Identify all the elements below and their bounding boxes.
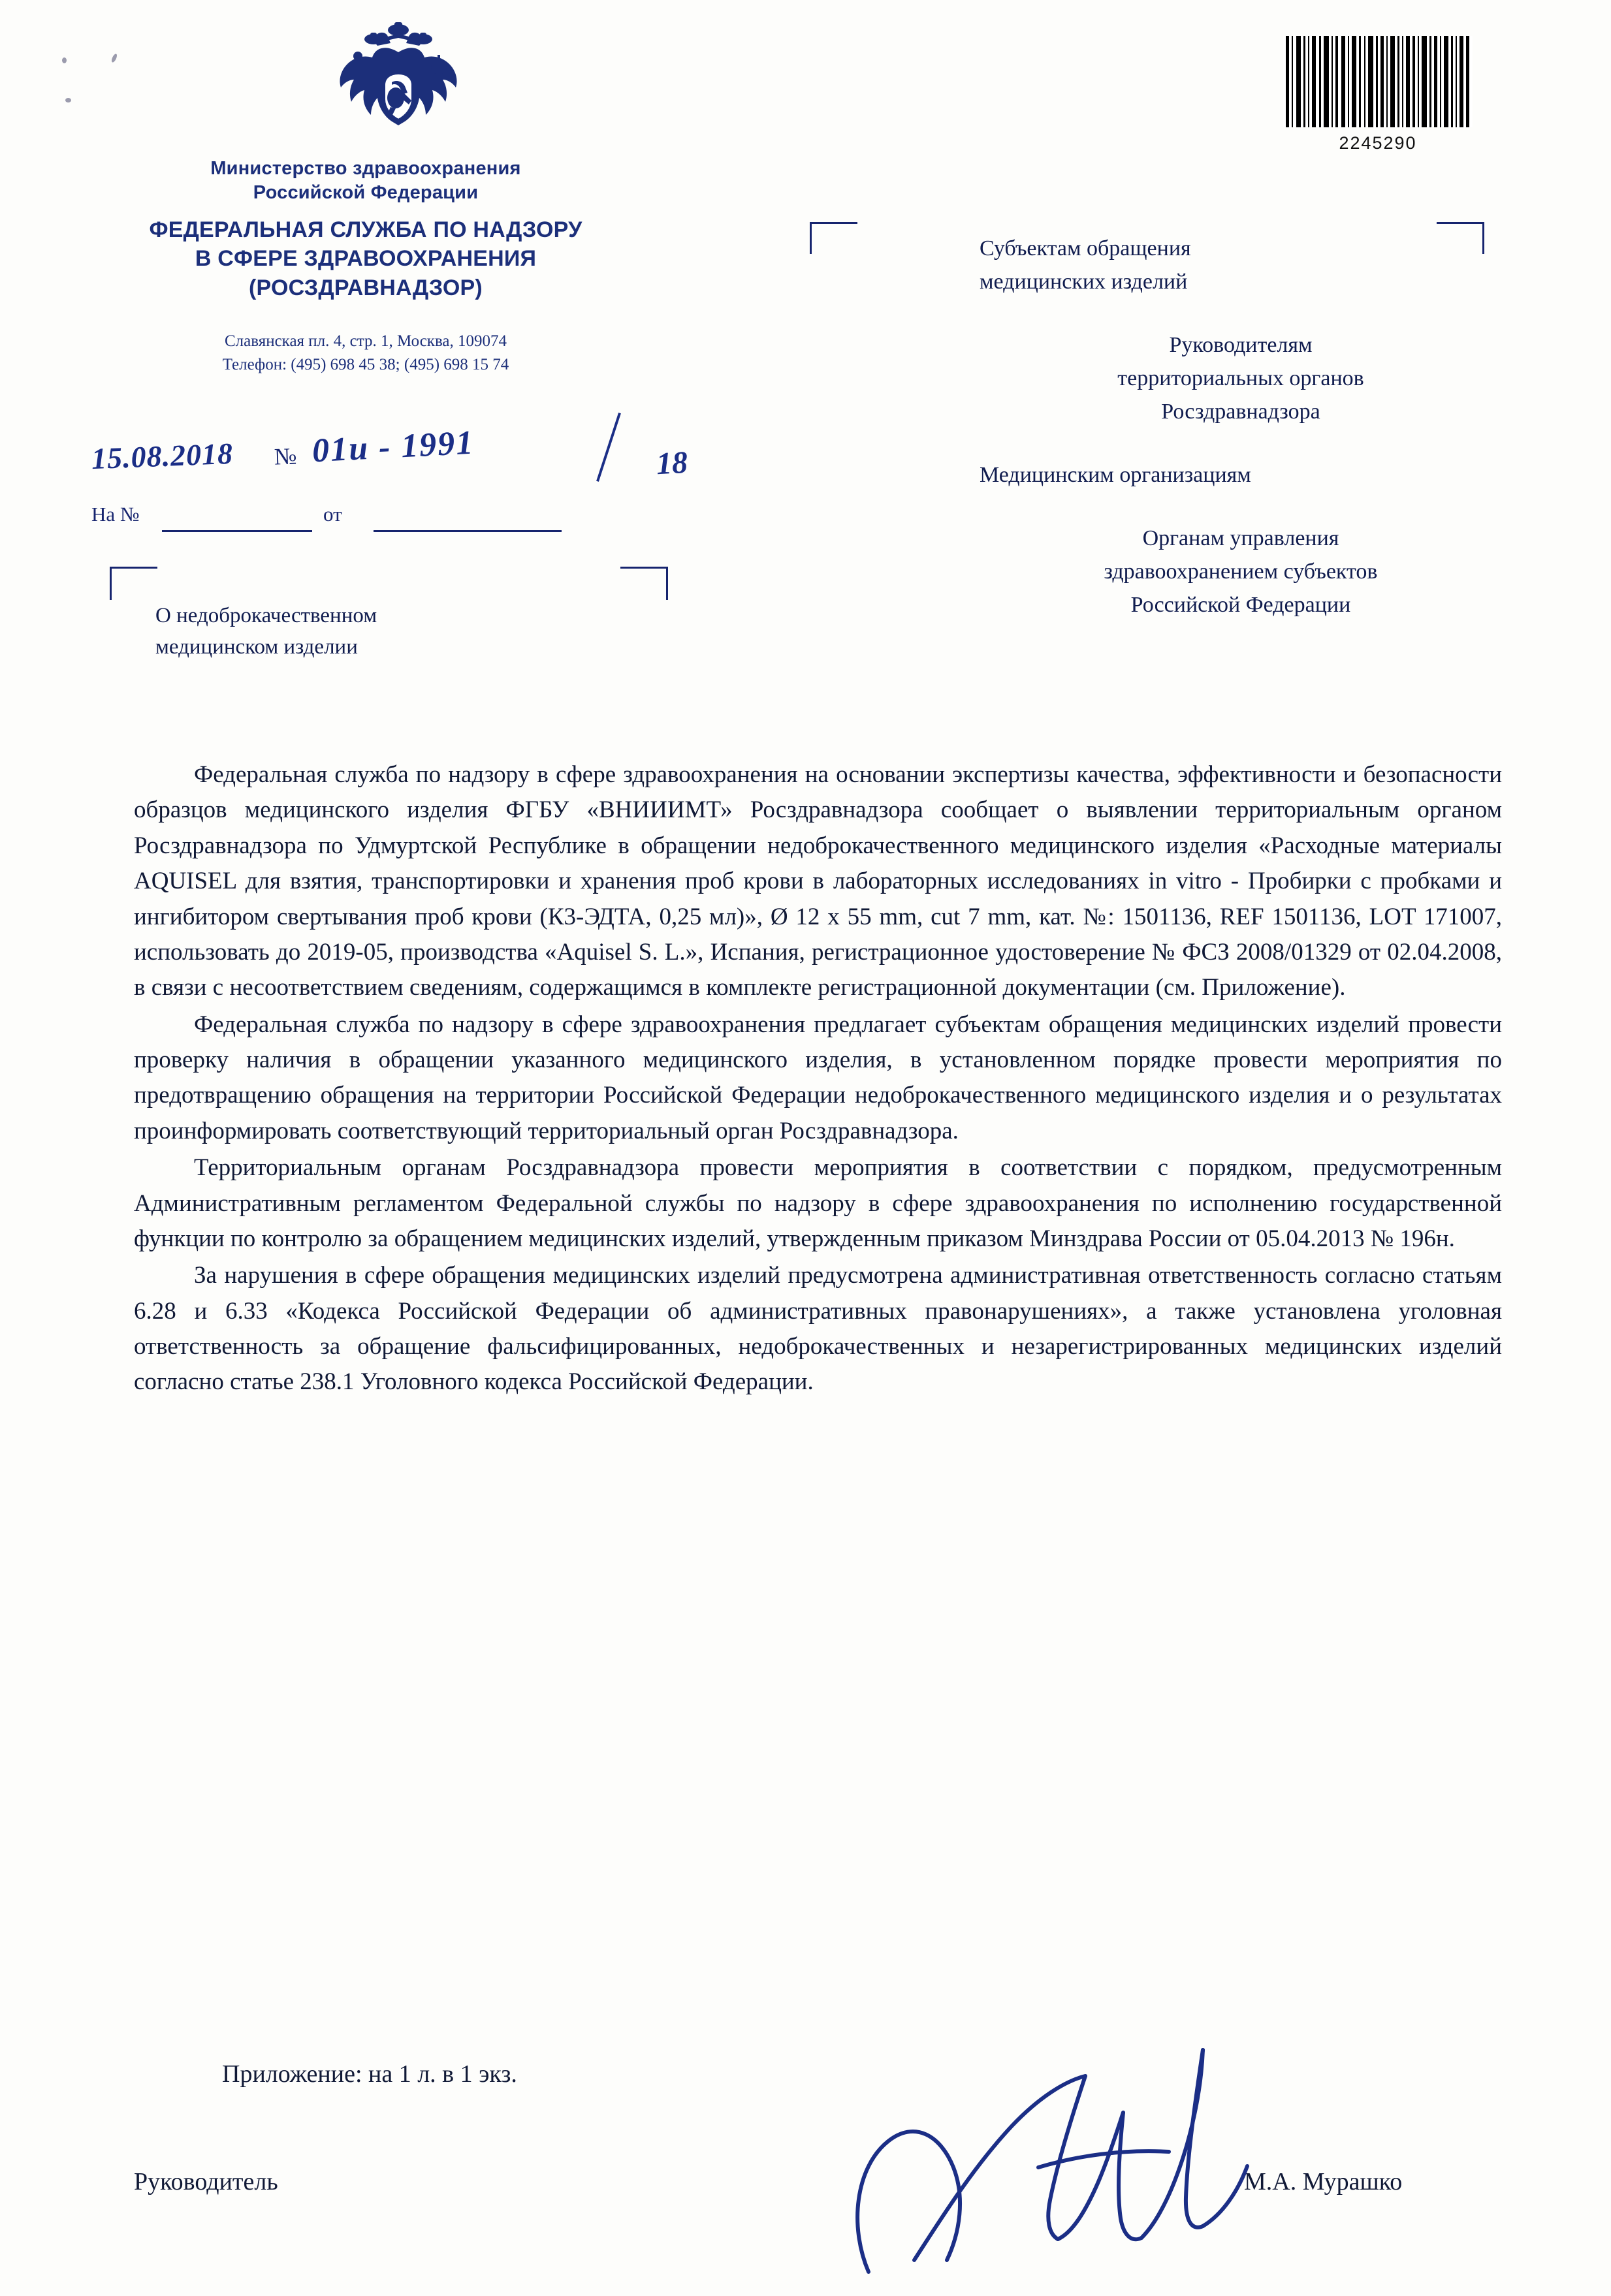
addressee-line: Руководителям [1169,333,1313,357]
body-paragraph: Территориальным органам Росздравнадзора провести мероприятия в соответствии с порядком, предусмотренным Административным регламентом Федеральной службы по надзору в сфере здравоохранения по исполнению государственной функции по контролю за обращением медицинских изделий, утвержденным приказом Минздрава России от 05.04.2013 № 196н. [134,1154,1502,1252]
ministry-line-1: Министерство здравоохранения [210,158,521,179]
addressee-block [934,232,1548,621]
addressee-group-1 [934,232,1548,298]
handwritten-signature [842,2004,1293,2285]
addressee-line: Росздравнадзора [1161,400,1320,424]
addressee-line: территориальных органов [1117,366,1364,390]
registration-slash [596,413,621,482]
addressee-group-3 [934,458,1548,492]
subject-block [155,601,652,663]
russian-coat-of-arms-icon [327,20,470,150]
body-paragraph: За нарушения в сфере обращения медицинских изделий предусмотрена административная ответственность согласно статьям 6.28 и 6.33 «Кодекса Российской Федерации об административных правонарушениях», а также установлена уголовная ответственность за обращение фальсифицированных, недоброкачественных и незарегистрированных медицинских изделий согласно статье 238.1 Уголовного кодекса Российской Федерации. [134,1262,1502,1396]
subject-bracket-top-right [620,567,668,600]
body-paragraph: Федеральная служба по надзору в сфере здравоохранения предлагает субъектам обращения медицинских изделий провести проверку наличия в обращении указанного медицинского изделия, в установленном порядке провести мероприятия по предотвращению обращения на территории Российской Федерации недоброкачественного медицинского изделия и о результатах проинформировать соответствующий территориальный орган Росздравнадзора. [134,1011,1502,1144]
barcode-icon [1283,36,1473,127]
incoming-date-rule [374,530,562,532]
incoming-number-label: На № [91,503,140,526]
incoming-number-rule [162,530,312,532]
letterhead [78,157,653,377]
ministry-line-2: Российской Федерации [253,182,479,204]
incoming-date-label: от [323,503,342,526]
scan-speck [62,57,67,63]
barcode [1283,36,1473,153]
subject-line-1: О недоброкачественном [155,604,377,627]
body-paragraph: Федеральная служба по надзору в сфере здравоохранения на основании экспертизы качества, эффективности и безопасности образцов медицинского изделия ФГБУ «ВНИИИМТ» Росздравнадзора сообщает о выявлении территориальным органом Росздравнадзора по Удмуртской Республике в обращении недоброкачественного медицинского изделия «Расходные материалы AQUISEL для взятия, транспортировки и хранения проб крови в лабораторных исследованиях in vitro - Пробирки с пробками и ингибитором свертывания проб крови (К3-ЭДТА, 0,25 мл)», Ø 12 x 55 mm, cut 7 mm, кат. №: 1501136, REF 1501136, LOT 171007, использовать до 2019-05, производства «Aquisel S. L.», Испания, регистрационное удостоверение № ФСЗ 2008/01329 от 02.04.2008, в связи с несоответствием сведениям, содержащимся в комплекте регистрационной документации (см. Приложение). [134,761,1502,1001]
office-phone: Телефон: (495) 698 45 38; (495) 698 15 74 [222,356,509,374]
addressee-group-4 [934,522,1548,621]
signer-title: Руководитель [134,2168,278,2195]
registration-number: 01и - 1991 [311,424,475,470]
attachment-note: Приложение: на 1 л. в 1 экз. [222,2060,517,2088]
service-line-1: ФЕДЕРАЛЬНАЯ СЛУЖБА ПО НАДЗОРУ [149,217,582,243]
service-line-2: В СФЕРЕ ЗДРАВООХРАНЕНИЯ [195,246,537,272]
office-address: Славянская пл. 4, стр. 1, Москва, 109074 [224,332,507,350]
scan-speck [65,98,71,102]
addressee-line: медицинских изделий [980,270,1188,294]
registration-date: 15.08.2018 [91,436,234,476]
signer-name: М.А. Мурашко [1244,2168,1403,2195]
scan-speck [110,53,118,63]
addressee-line: Российской Федерации [1130,593,1351,617]
addressee-bracket-top-left [810,222,857,254]
barcode-number: 2245290 [1339,133,1417,153]
registration-number-label: № [274,443,298,470]
addressee-line: Медицинским организациям [980,463,1251,487]
addressee-line: здравоохранением субъектов [1104,559,1378,584]
addressee-line: Субъектам обращения [980,236,1191,260]
service-line-3: (РОСЗДРАВНАДЗОР) [249,275,483,300]
addressee-group-2 [934,328,1548,428]
document-body [134,757,1502,1400]
subject-line-2: медицинском изделии [155,635,358,659]
registration-year-suffix: 18 [655,445,689,482]
addressee-line: Органам управления [1142,526,1339,550]
subject-bracket-top-left [110,567,157,600]
